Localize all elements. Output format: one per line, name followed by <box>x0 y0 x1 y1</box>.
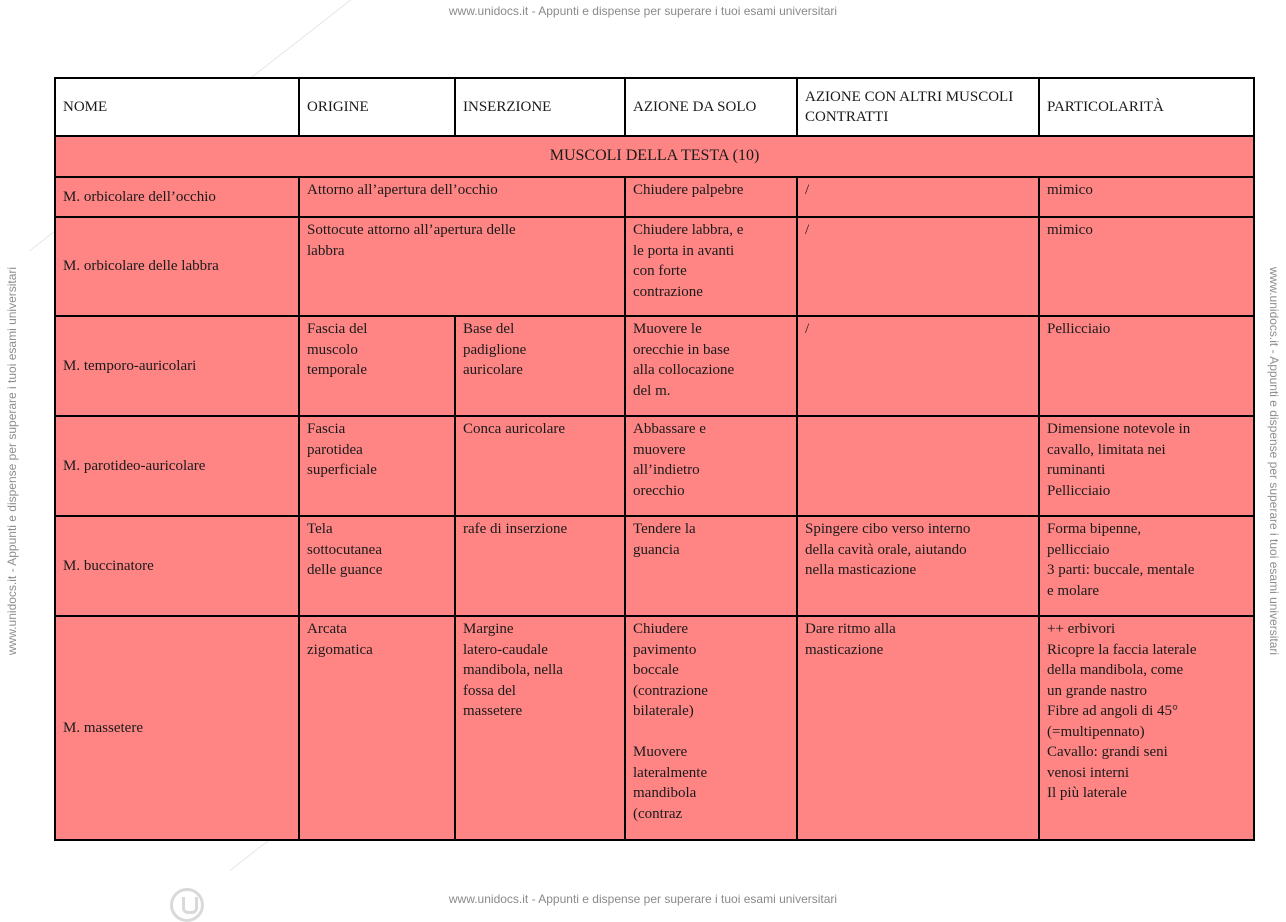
header-origine: ORIGINE <box>299 78 455 136</box>
cell-azione-solo: Tendere la guancia <box>625 516 797 616</box>
cell-nome: M. parotideo-auricolare <box>55 416 299 516</box>
watermark-bottom: www.unidocs.it - Appunti e dispense per superare i tuoi esami universitari <box>448 892 838 906</box>
cell-origine: Tela sottocutanea delle guance <box>299 516 455 616</box>
cell-inserzione: Margine latero-caudale mandibola, nella fossa del massetere <box>455 616 625 840</box>
cell-azione-altri <box>797 416 1039 516</box>
cell-particolarita: Forma bipenne, pellicciaio 3 parti: buccale, mentale e molare <box>1039 516 1254 616</box>
table-row <box>55 316 1254 416</box>
cell-azione-solo: Abbassare e muovere all’indietro orecchio <box>625 416 797 516</box>
cell-azione-altri: / <box>797 217 1039 316</box>
cell-nome: M. massetere <box>55 616 299 840</box>
cell-origine-inserzione: Sottocute attorno all’apertura delle labbra <box>299 217 625 316</box>
cell-inserzione: Base del padiglione auricolare <box>455 316 625 416</box>
watermark-logo-icon <box>170 888 204 922</box>
cell-nome: M. orbicolare dell’occhio <box>55 177 299 217</box>
table-row <box>55 616 1254 840</box>
cell-origine: Fascia del muscolo temporale <box>299 316 455 416</box>
cell-azione-solo: Chiudere pavimento boccale (contrazione bilaterale) Muovere lateralmente mandibola (contraz <box>625 616 797 840</box>
table-row <box>55 516 1254 616</box>
cell-particolarita: mimico <box>1039 177 1254 217</box>
cell-nome: M. temporo-auricolari <box>55 316 299 416</box>
muscles-table <box>54 77 1255 841</box>
cell-azione-altri: Spingere cibo verso interno della cavità orale, aiutando nella masticazione <box>797 516 1039 616</box>
header-nome: NOME <box>55 78 299 136</box>
table-row <box>55 217 1254 316</box>
cell-nome: M. buccinatore <box>55 516 299 616</box>
cell-azione-solo: Chiudere labbra, e le porta in avanti con forte contrazione <box>625 217 797 316</box>
section-title: MUSCOLI DELLA TESTA (10) <box>55 136 1254 177</box>
cell-origine: Fascia parotidea superficiale <box>299 416 455 516</box>
cell-particolarita: Dimensione notevole in cavallo, limitata nei ruminanti Pellicciaio <box>1039 416 1254 516</box>
table-row <box>55 177 1254 217</box>
cell-azione-solo: Chiudere palpebre <box>625 177 797 217</box>
watermark-right: www.unidocs.it - Appunti e dispense per superare i tuoi esami universitari <box>1267 266 1281 656</box>
cell-particolarita: mimico <box>1039 217 1254 316</box>
watermark-top: www.unidocs.it - Appunti e dispense per superare i tuoi esami universitari <box>448 4 838 18</box>
cell-particolarita: Pellicciaio <box>1039 316 1254 416</box>
cell-origine-inserzione: Attorno all’apertura dell’occhio <box>299 177 625 217</box>
cell-azione-solo: Muovere le orecchie in base alla collocazione del m. <box>625 316 797 416</box>
cell-nome: M. orbicolare delle labbra <box>55 217 299 316</box>
header-azione-con-altri: AZIONE CON ALTRI MUSCOLI CONTRATTI <box>797 78 1039 136</box>
cell-azione-altri: / <box>797 177 1039 217</box>
cell-inserzione: rafe di inserzione <box>455 516 625 616</box>
header-particolarita: PARTICOLARITÀ <box>1039 78 1254 136</box>
header-inserzione: INSERZIONE <box>455 78 625 136</box>
cell-azione-altri: Dare ritmo alla masticazione <box>797 616 1039 840</box>
watermark-left: www.unidocs.it - Appunti e dispense per superare i tuoi esami universitari <box>5 266 19 656</box>
header-azione-da-solo: AZIONE DA SOLO <box>625 78 797 136</box>
section-row <box>55 136 1254 177</box>
cell-origine: Arcata zigomatica <box>299 616 455 840</box>
cell-azione-altri: / <box>797 316 1039 416</box>
cell-inserzione: Conca auricolare <box>455 416 625 516</box>
cell-particolarita: ++ erbivori Ricopre la faccia laterale della mandibola, come un grande nastro Fibre ad angoli di 45° (=multipennato) Cavallo: grandi seni venosi interni Il più laterale <box>1039 616 1254 840</box>
table-row <box>55 416 1254 516</box>
table-header-row <box>55 78 1254 136</box>
